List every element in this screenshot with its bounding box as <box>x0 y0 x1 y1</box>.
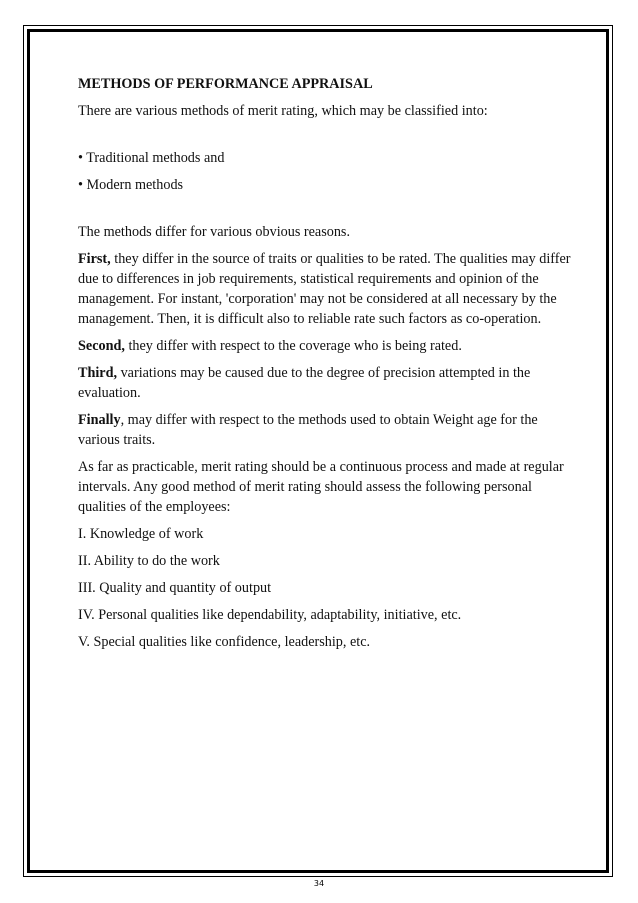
quality-item: V. Special qualities like confidence, leadership, etc. <box>78 634 371 650</box>
method-item: • Modern methods <box>78 177 184 193</box>
reason-text: they differ with respect to the coverage who is being rated. <box>124 338 462 354</box>
reason-text: , may differ with respect to the methods used to obtain Weight age for the various traits. <box>78 412 538 448</box>
reason-lead: Finally <box>78 412 121 428</box>
spacer <box>78 202 573 222</box>
reason-lead: Third, <box>78 365 118 381</box>
intro-paragraph: There are various methods of merit rating, which may be classified into: <box>78 103 488 119</box>
reason-paragraph <box>78 336 573 356</box>
reason-paragraph <box>78 363 573 403</box>
quality-item: III. Quality and quantity of output <box>78 580 272 596</box>
reason-lead: Second, <box>78 338 125 354</box>
document-body <box>78 74 573 659</box>
method-item: • Traditional methods and <box>78 150 225 166</box>
reason-text: variations may be caused due to the degree of precision attempted in the evaluation. <box>78 365 531 401</box>
reason-text: they differ in the source of traits or qualities to be rated. The qualities may differ due to differences in job requirements, statistical requirements and opinion of the management. For instant, 'corporation' may not be considered at all necessary by the management. Then, it is difficult also to reliable rate such factors as co-operation. <box>78 251 571 327</box>
reason-paragraph <box>78 410 573 450</box>
page-number: 34 <box>313 879 325 888</box>
quality-item: II. Ability to do the work <box>78 553 220 569</box>
reason-lead: First, <box>78 251 111 267</box>
section-heading: METHODS OF PERFORMANCE APPRAISAL <box>78 76 373 92</box>
practicable-paragraph: As far as practicable, merit rating should be a continuous process and made at regular intervals. Any good method of merit rating should assess the following personal qualities of the employees: <box>78 459 564 515</box>
quality-item: I. Knowledge of work <box>78 526 204 542</box>
differ-intro-paragraph: The methods differ for various obvious reasons. <box>78 224 351 240</box>
quality-item: IV. Personal qualities like dependability, adaptability, initiative, etc. <box>78 607 462 623</box>
spacer <box>78 128 573 148</box>
reason-paragraph <box>78 249 573 329</box>
